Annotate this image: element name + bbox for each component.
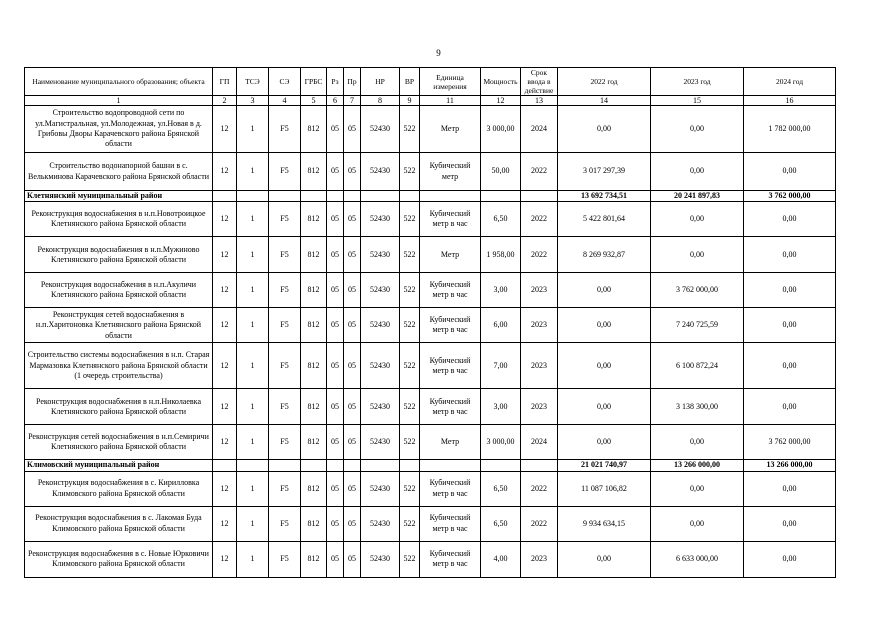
- pr-cell: 05: [344, 106, 361, 153]
- nr-cell: 52430: [361, 153, 400, 191]
- row-name: Реконструкция водоснабжения в с. Лакомая Буда Климовского района Брянской области: [25, 506, 213, 541]
- gp-cell: 12: [213, 471, 237, 506]
- amount-2023: 0,00: [651, 425, 744, 460]
- column-number: 3: [237, 96, 269, 106]
- header-tse: ТСЭ: [237, 68, 269, 96]
- amount-2023: 0,00: [651, 237, 744, 273]
- amount-2022: 0,00: [558, 389, 651, 425]
- tse-cell: 1: [237, 425, 269, 460]
- gp-cell: 12: [213, 273, 237, 308]
- tse-cell: 1: [237, 389, 269, 425]
- amount-2023: 6 633 000,00: [651, 541, 744, 577]
- amount-2022: 8 269 932,87: [558, 237, 651, 273]
- rz-cell: 05: [327, 153, 344, 191]
- column-number: 12: [481, 96, 521, 106]
- se-cell: F5: [269, 202, 301, 237]
- tse-cell: 1: [237, 506, 269, 541]
- row-name: Реконструкция водоснабжения в с. Кирилловка Климовского района Брянской области: [25, 471, 213, 506]
- nr-cell: 52430: [361, 471, 400, 506]
- amount-2024: 0,00: [744, 541, 836, 577]
- empty-cell: [521, 191, 558, 202]
- column-number: 14: [558, 96, 651, 106]
- se-cell: F5: [269, 506, 301, 541]
- unit-cell: Метр: [420, 106, 481, 153]
- district-total-2023: 20 241 897,83: [651, 191, 744, 202]
- capacity-cell: 50,00: [481, 153, 521, 191]
- gp-cell: 12: [213, 308, 237, 343]
- rz-cell: 05: [327, 106, 344, 153]
- amount-2023: 7 240 725,59: [651, 308, 744, 343]
- tse-cell: 1: [237, 541, 269, 577]
- grbs-cell: 812: [301, 425, 327, 460]
- grbs-cell: 812: [301, 541, 327, 577]
- vr-cell: 522: [400, 506, 420, 541]
- grbs-cell: 812: [301, 106, 327, 153]
- grbs-cell: 812: [301, 308, 327, 343]
- row-name: Реконструкция водоснабжения в н.п.Николаевка Клетнянского района Брянской области: [25, 389, 213, 425]
- grbs-cell: 812: [301, 343, 327, 389]
- amount-2022: 3 017 297,39: [558, 153, 651, 191]
- amount-2023: 0,00: [651, 153, 744, 191]
- table-row: [25, 106, 836, 153]
- page-number: 9: [436, 48, 441, 58]
- empty-cell: [361, 191, 400, 202]
- capacity-cell: 6,00: [481, 308, 521, 343]
- se-cell: F5: [269, 471, 301, 506]
- se-cell: F5: [269, 425, 301, 460]
- term-cell: 2023: [521, 389, 558, 425]
- tse-cell: 1: [237, 471, 269, 506]
- empty-cell: [481, 191, 521, 202]
- header-2022: 2022 год: [558, 68, 651, 96]
- row-name: Реконструкция водоснабжения в н.п.Мужиново Клетнянского района Брянской области: [25, 237, 213, 273]
- capacity-cell: 6,50: [481, 506, 521, 541]
- header-row: [25, 68, 836, 96]
- empty-cell: [344, 460, 361, 471]
- amount-2023: 0,00: [651, 506, 744, 541]
- amount-2022: 5 422 801,64: [558, 202, 651, 237]
- empty-cell: [400, 191, 420, 202]
- rz-cell: 05: [327, 343, 344, 389]
- amount-2022: 0,00: [558, 273, 651, 308]
- table-row: [25, 343, 836, 389]
- column-number: 5: [301, 96, 327, 106]
- header-grbs: ГРБС: [301, 68, 327, 96]
- tse-cell: 1: [237, 273, 269, 308]
- amount-2023: 3 762 000,00: [651, 273, 744, 308]
- amount-2022: 11 087 106,82: [558, 471, 651, 506]
- tse-cell: 1: [237, 202, 269, 237]
- district-total-2024: 13 266 000,00: [744, 460, 836, 471]
- empty-cell: [400, 460, 420, 471]
- nr-cell: 52430: [361, 389, 400, 425]
- term-cell: 2024: [521, 425, 558, 460]
- rz-cell: 05: [327, 471, 344, 506]
- empty-cell: [237, 191, 269, 202]
- vr-cell: 522: [400, 471, 420, 506]
- amount-2023: 0,00: [651, 471, 744, 506]
- amount-2024: 0,00: [744, 471, 836, 506]
- empty-cell: [301, 460, 327, 471]
- column-number: 2: [213, 96, 237, 106]
- table-row: [25, 389, 836, 425]
- empty-cell: [237, 460, 269, 471]
- unit-cell: Кубический метр в час: [420, 541, 481, 577]
- amount-2023: 0,00: [651, 202, 744, 237]
- column-number: 16: [744, 96, 836, 106]
- header-rz: Рз: [327, 68, 344, 96]
- capacity-cell: 3 000,00: [481, 425, 521, 460]
- column-number: 9: [400, 96, 420, 106]
- rz-cell: 05: [327, 541, 344, 577]
- unit-cell: Кубический метр в час: [420, 343, 481, 389]
- tse-cell: 1: [237, 106, 269, 153]
- amount-2022: 9 934 634,15: [558, 506, 651, 541]
- column-number: 7: [344, 96, 361, 106]
- vr-cell: 522: [400, 237, 420, 273]
- district-total-2023: 13 266 000,00: [651, 460, 744, 471]
- amount-2023: 0,00: [651, 106, 744, 153]
- gp-cell: 12: [213, 425, 237, 460]
- empty-cell: [269, 460, 301, 471]
- rz-cell: 05: [327, 308, 344, 343]
- gp-cell: 12: [213, 237, 237, 273]
- unit-cell: Кубический метр: [420, 153, 481, 191]
- se-cell: F5: [269, 153, 301, 191]
- rz-cell: 05: [327, 389, 344, 425]
- empty-cell: [420, 460, 481, 471]
- district-total-2022: 21 021 740,97: [558, 460, 651, 471]
- pr-cell: 05: [344, 471, 361, 506]
- pr-cell: 05: [344, 343, 361, 389]
- amount-2024: 0,00: [744, 343, 836, 389]
- empty-cell: [327, 191, 344, 202]
- capacity-cell: 7,00: [481, 343, 521, 389]
- header-name: Наименование муниципального образования; объекта: [25, 68, 213, 96]
- table-row: [25, 273, 836, 308]
- amount-2024: 0,00: [744, 308, 836, 343]
- capacity-cell: 1 958,00: [481, 237, 521, 273]
- vr-cell: 522: [400, 541, 420, 577]
- unit-cell: Метр: [420, 237, 481, 273]
- header-pr: Пр: [344, 68, 361, 96]
- table-row: [25, 237, 836, 273]
- row-name: Реконструкция водоснабжения в н.п.Новотроицкое Клетнянского района Брянской области: [25, 202, 213, 237]
- row-name: Строительство водонапорной башни в с. Велькминова Карачевского района Брянской области: [25, 153, 213, 191]
- unit-cell: Кубический метр в час: [420, 202, 481, 237]
- district-name: Клетнянский муниципальный район: [25, 191, 213, 202]
- amount-2024: 0,00: [744, 202, 836, 237]
- grbs-cell: 812: [301, 506, 327, 541]
- term-cell: 2023: [521, 273, 558, 308]
- unit-cell: Кубический метр в час: [420, 506, 481, 541]
- column-number: 11: [420, 96, 481, 106]
- empty-cell: [269, 191, 301, 202]
- capacity-cell: 6,50: [481, 471, 521, 506]
- term-cell: 2022: [521, 153, 558, 191]
- vr-cell: 522: [400, 153, 420, 191]
- grbs-cell: 812: [301, 273, 327, 308]
- rz-cell: 05: [327, 237, 344, 273]
- budget-table: [24, 67, 836, 578]
- header-unit: Единица измерения: [420, 68, 481, 96]
- amount-2024: 0,00: [744, 153, 836, 191]
- header-2023: 2023 год: [651, 68, 744, 96]
- gp-cell: 12: [213, 153, 237, 191]
- se-cell: F5: [269, 237, 301, 273]
- tse-cell: 1: [237, 343, 269, 389]
- header-nr: НР: [361, 68, 400, 96]
- term-cell: 2024: [521, 106, 558, 153]
- unit-cell: Кубический метр в час: [420, 273, 481, 308]
- se-cell: F5: [269, 389, 301, 425]
- tse-cell: 1: [237, 308, 269, 343]
- header-term: Срок ввода в действие: [521, 68, 558, 96]
- header-gp: ГП: [213, 68, 237, 96]
- amount-2024: 3 762 000,00: [744, 425, 836, 460]
- nr-cell: 52430: [361, 273, 400, 308]
- amount-2022: 0,00: [558, 308, 651, 343]
- unit-cell: Кубический метр в час: [420, 308, 481, 343]
- column-number: 8: [361, 96, 400, 106]
- vr-cell: 522: [400, 273, 420, 308]
- row-name: Строительство системы водоснабжения в н.п. Старая Мармазовка Клетнянского района Брянской области (1 очередь строительства): [25, 343, 213, 389]
- amount-2024: 0,00: [744, 506, 836, 541]
- unit-cell: Метр: [420, 425, 481, 460]
- grbs-cell: 812: [301, 237, 327, 273]
- gp-cell: 12: [213, 106, 237, 153]
- unit-cell: Кубический метр в час: [420, 389, 481, 425]
- district-row: [25, 191, 836, 202]
- empty-cell: [521, 460, 558, 471]
- term-cell: 2022: [521, 237, 558, 273]
- capacity-cell: 3,00: [481, 389, 521, 425]
- row-name: Реконструкция водоснабжения в н.п.Акуличи Клетнянского района Брянской области: [25, 273, 213, 308]
- se-cell: F5: [269, 308, 301, 343]
- amount-2023: 3 138 300,00: [651, 389, 744, 425]
- row-name: Реконструкция водоснабжения в с. Новые Юрковичи Климовского района Брянской области: [25, 541, 213, 577]
- pr-cell: 05: [344, 153, 361, 191]
- rz-cell: 05: [327, 273, 344, 308]
- term-cell: 2023: [521, 541, 558, 577]
- se-cell: F5: [269, 106, 301, 153]
- empty-cell: [327, 460, 344, 471]
- pr-cell: 05: [344, 541, 361, 577]
- row-name: Реконструкция сетей водоснабжения в н.п.Харитоновка Клетнянского района Брянской области: [25, 308, 213, 343]
- amount-2022: 0,00: [558, 106, 651, 153]
- table-row: [25, 471, 836, 506]
- term-cell: 2023: [521, 343, 558, 389]
- header-capacity: Мощность: [481, 68, 521, 96]
- grbs-cell: 812: [301, 202, 327, 237]
- header-vr: ВР: [400, 68, 420, 96]
- amount-2024: 0,00: [744, 237, 836, 273]
- gp-cell: 12: [213, 506, 237, 541]
- column-number: 1: [25, 96, 213, 106]
- column-number-row: [25, 96, 836, 106]
- tse-cell: 1: [237, 153, 269, 191]
- vr-cell: 522: [400, 343, 420, 389]
- table-row: [25, 153, 836, 191]
- row-name: Реконструкция сетей водоснабжения в н.п.Семиричи Клетнянского района Брянской области: [25, 425, 213, 460]
- unit-cell: Кубический метр в час: [420, 471, 481, 506]
- capacity-cell: 4,00: [481, 541, 521, 577]
- table-row: [25, 202, 836, 237]
- nr-cell: 52430: [361, 343, 400, 389]
- district-total-2024: 3 762 000,00: [744, 191, 836, 202]
- empty-cell: [420, 191, 481, 202]
- amount-2024: 0,00: [744, 389, 836, 425]
- nr-cell: 52430: [361, 506, 400, 541]
- amount-2024: 1 782 000,00: [744, 106, 836, 153]
- column-number: 6: [327, 96, 344, 106]
- amount-2022: 0,00: [558, 425, 651, 460]
- se-cell: F5: [269, 541, 301, 577]
- tse-cell: 1: [237, 237, 269, 273]
- nr-cell: 52430: [361, 237, 400, 273]
- rz-cell: 05: [327, 506, 344, 541]
- nr-cell: 52430: [361, 541, 400, 577]
- empty-cell: [213, 460, 237, 471]
- pr-cell: 05: [344, 237, 361, 273]
- empty-cell: [481, 460, 521, 471]
- pr-cell: 05: [344, 273, 361, 308]
- gp-cell: 12: [213, 343, 237, 389]
- grbs-cell: 812: [301, 153, 327, 191]
- vr-cell: 522: [400, 308, 420, 343]
- pr-cell: 05: [344, 308, 361, 343]
- amount-2024: 0,00: [744, 273, 836, 308]
- capacity-cell: 3,00: [481, 273, 521, 308]
- column-number: 15: [651, 96, 744, 106]
- pr-cell: 05: [344, 506, 361, 541]
- header-se: СЭ: [269, 68, 301, 96]
- row-name: Строительство водопроводной сети по ул.Магистральная, ул.Молодежная, ул.Новая в д. Грибовы Дворы Карачевского района Брянской области: [25, 106, 213, 153]
- capacity-cell: 3 000,00: [481, 106, 521, 153]
- gp-cell: 12: [213, 541, 237, 577]
- header-2024: 2024 год: [744, 68, 836, 96]
- nr-cell: 52430: [361, 425, 400, 460]
- se-cell: F5: [269, 273, 301, 308]
- table-row: [25, 425, 836, 460]
- capacity-cell: 6,50: [481, 202, 521, 237]
- rz-cell: 05: [327, 425, 344, 460]
- pr-cell: 05: [344, 389, 361, 425]
- gp-cell: 12: [213, 389, 237, 425]
- district-total-2022: 13 692 734,51: [558, 191, 651, 202]
- table-row: [25, 541, 836, 577]
- term-cell: 2023: [521, 308, 558, 343]
- grbs-cell: 812: [301, 389, 327, 425]
- empty-cell: [344, 191, 361, 202]
- empty-cell: [361, 460, 400, 471]
- term-cell: 2022: [521, 506, 558, 541]
- grbs-cell: 812: [301, 471, 327, 506]
- amount-2022: 0,00: [558, 541, 651, 577]
- amount-2023: 6 100 872,24: [651, 343, 744, 389]
- gp-cell: 12: [213, 202, 237, 237]
- amount-2022: 0,00: [558, 343, 651, 389]
- nr-cell: 52430: [361, 106, 400, 153]
- table-row: [25, 506, 836, 541]
- district-name: Климовский муниципальный район: [25, 460, 213, 471]
- term-cell: 2022: [521, 202, 558, 237]
- vr-cell: 522: [400, 425, 420, 460]
- term-cell: 2022: [521, 471, 558, 506]
- district-row: [25, 460, 836, 471]
- vr-cell: 522: [400, 106, 420, 153]
- nr-cell: 52430: [361, 202, 400, 237]
- empty-cell: [213, 191, 237, 202]
- column-number: 4: [269, 96, 301, 106]
- se-cell: F5: [269, 343, 301, 389]
- empty-cell: [301, 191, 327, 202]
- rz-cell: 05: [327, 202, 344, 237]
- nr-cell: 52430: [361, 308, 400, 343]
- table-row: [25, 308, 836, 343]
- vr-cell: 522: [400, 202, 420, 237]
- column-number: 13: [521, 96, 558, 106]
- pr-cell: 05: [344, 425, 361, 460]
- vr-cell: 522: [400, 389, 420, 425]
- pr-cell: 05: [344, 202, 361, 237]
